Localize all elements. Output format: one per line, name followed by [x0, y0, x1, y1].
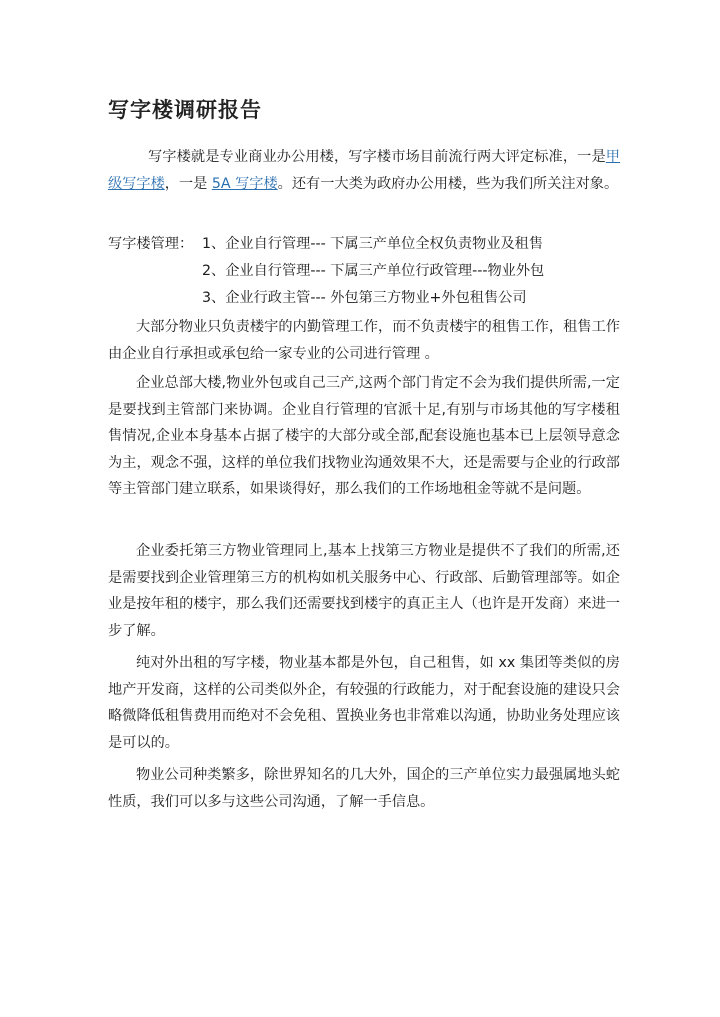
management-label: 写字楼管理：: [108, 236, 194, 252]
body-paragraph: 纯对外出租的写字楼，物业基本都是外包，自己租售，如 xx 集团等类似的房地产开发商，这样的公司类似外企，有较强的行政能力，对于配套设施的建设只会略微降低租售费用而绝对不会免租、置换业务也非常难以沟通，协助业务处理应该是可以的。: [108, 655, 620, 751]
intro-text-2: ，一是: [164, 175, 212, 192]
document-title: 写字楼调研报告: [108, 97, 262, 122]
5a-office-link[interactable]: 5A 写字楼: [211, 175, 278, 192]
grade-a-office-link[interactable]: 甲级写字楼: [108, 149, 620, 192]
management-item: 3、企业行政主管--- 外包第三方物业+外包租售公司: [202, 290, 527, 306]
management-item: 2、企业自行管理--- 下属三产单位行政管理---物业外包: [202, 263, 545, 279]
body-paragraph: 物业公司种类繁多，除世界知名的几大外，国企的三产单位实力最强属地头蛇性质，我们可以多与这些公司沟通，了解一手信息。: [108, 767, 620, 810]
body-paragraph: 大部分物业只负责楼宇的内勤管理工作，而不负责楼宇的租售工作，租售工作由企业自行承担或承包给一家专业的公司进行管理 。: [108, 319, 620, 362]
body-paragraph: 企业委托第三方物业管理同上,基本上找第三方物业是提供不了我们的所需,还是需要找到企业管理第三方的机构如机关服务中心、行政部、后勤管理部等。如企业是按年租的楼宇，那么我们还需要找到楼宇的真正主人（也许是开发商）来进一步了解。: [108, 543, 620, 639]
intro-text-3: 。还有一大类为政府办公用楼，些为我们所关注对象。: [277, 175, 619, 192]
intro-paragraph: [108, 144, 620, 197]
management-item: 1、企业自行管理--- 下属三产单位全权负责物业及租售: [202, 236, 544, 252]
body-paragraph: 企业总部大楼,物业外包或自己三产,这两个部门肯定不会为我们提供所需,一定是要找到主管部门来协调。企业自行管理的官派十足,有别与市场其他的写字楼租售情况,企业本身基本占据了楼宇的大部分或全部,配套设施也基本已上层领导意念为主，观念不强，这样的单位我们找物业沟通效果不大，还是需要与企业的行政部等主管部门建立联系，如果谈得好，那么我们的工作场地租金等就不是问题。: [108, 375, 620, 497]
intro-text-1: 写字楼就是专业商业办公用楼，写字楼市场目前流行两大评定标准，一是: [148, 149, 606, 165]
